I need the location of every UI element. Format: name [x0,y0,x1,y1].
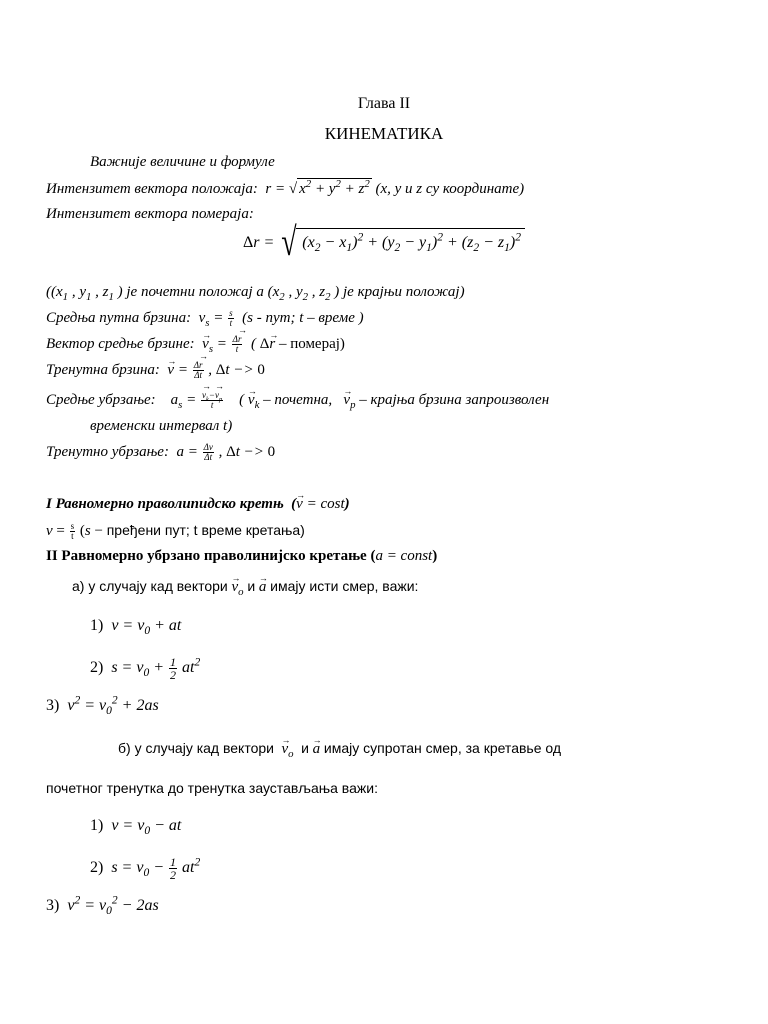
position-note: (x, y и z су координате) [375,181,525,197]
formula-number: 2) [90,659,104,677]
position-vector-label: Интензитет вектора положаја: [46,181,258,197]
initial-final-text-b: је крајњи положај) [343,284,465,300]
case-b-formula-3: 3) $v^2 = v_0^2 - 2as$ [46,894,159,918]
formula-number: 3) [46,897,60,914]
section-1-formula: v = $\frac{s}{t}$ (s − пређени пут; t време кретања) [46,521,305,542]
avg-accel-note-2: – крајња брзина запроизволен [359,392,550,408]
formula-number: 1) [90,617,104,634]
section-1-heading: I Равномерно праволипидско кретњ (→ v = cost) [46,494,350,514]
case-a-formula-1: 1) $v = v_0$ + at [90,617,182,638]
inst-accel-label: Тренутно убрзање: [46,444,169,460]
section-1-note: пређени пут; t време кретања) [106,522,305,538]
section-2-heading-text: II Равномерно убрзано праволинијско кретање [46,548,367,564]
position-formula: r = √ $x^2 + y^2 + z^2$ [261,178,370,197]
case-b-text-3: имају супротан смер, за кретавье од [323,740,562,756]
avg-path-speed-note: (s - пут; t – време ) [242,310,364,326]
case-a-formula-2: 2) $s = v_0$ + $\frac{1}{2}$ $at^2$ [90,655,201,682]
inst-velocity-label: Тренутна брзина: [46,362,160,378]
position-vector-line [46,178,524,199]
section-1-heading-text: I Равномерно праволипидско кретњ [46,496,284,512]
section-2-heading: II Равномерно убрзано праволинијско кретање (a = const) [46,548,438,564]
case-a-formula-3: 3) $v^2 = v_0^2 + 2as$ [46,694,159,718]
formulas-heading: Важније величине и формуле [90,154,275,170]
avg-accel-line: Средње убрзање: $a_s$ = → $\frac{v_k-\to v_p}{t}$ ( → $v_k$ – почетна, → $v_p$ – крајња брзина запроизволен [46,390,549,410]
case-b-text-1: б) у случају кад вектори [118,740,274,756]
avg-accel-note-3: временски интервал t) [90,418,233,434]
chapter-label: Глава II [357,95,411,112]
initial-final-note: (($x_1$ , $y_1$ , $z_1$ ) је почетни положај а ($x_2$ , $y_2$ , $z_2$ ) је крајњи положај) [46,284,465,303]
case-b-continuation: почетног тренутка до тренутка заустављања важи: [46,780,378,796]
avg-velocity-label: Вектор средње брзине: [46,336,195,352]
avg-accel-label: Средње убрзање: [46,392,156,408]
formula-number: 3) [46,697,60,714]
case-a-line: а) у случају кад вектори → $v_o$ и → a имају исти смер, важи: [72,576,418,597]
avg-path-speed-line: Средња путна брзина: $v_s$ = $\frac{s}{t}$ (s - пут; t – време ) [46,308,364,329]
case-a-text-3: имају исти смер, важи: [270,578,419,594]
avg-accel-note-1: – почетна, [263,392,333,408]
case-b-formula-1: 1) $v = v_0$ − at [90,817,182,838]
inst-accel-line: Тренутно убрзање: a = $\frac{\Delta v}{\Delta t}$ , Δt −> 0 [46,442,276,463]
formula-number: 2) [90,859,104,877]
displacement-formula: Δr = √ $(x_2 - x_1)^2 + (y_2 - y_1)^2 + (z_2 - z_1)^2$ [0,228,768,253]
chapter-title: КИНЕМАТИКА [324,124,444,143]
initial-final-text-a: је почетни положај а [126,284,264,300]
formula-number: 1) [90,817,104,834]
displacement-label: Интензитет вектора помераја: [46,206,254,222]
avg-path-speed-label: Средња путна брзина: [46,310,192,326]
avg-velocity-note: – померај) [278,336,345,352]
case-b-text-2: и [301,740,309,756]
avg-velocity-line: Вектор средње брзине: → $v_s$ = $\frac{\Delta\to r}{t}$ ( Δ→ r – померај) [46,334,345,354]
case-b-formula-2: 2) $s = v_0$ − $\frac{1}{2}$ $at^2$ [90,855,201,882]
case-a-text-1: а) у случају кад вектори [72,578,228,594]
case-a-text-2: и [247,578,256,594]
case-b-line: б) у случају кад вектори → $v_o$ и → a имају супротан смер, за кретавье од [118,738,561,759]
inst-velocity-line: Тренутна брзина: → v = $\frac{\Delta\to r}{\Delta t}$ , Δt −> 0 [46,360,265,380]
